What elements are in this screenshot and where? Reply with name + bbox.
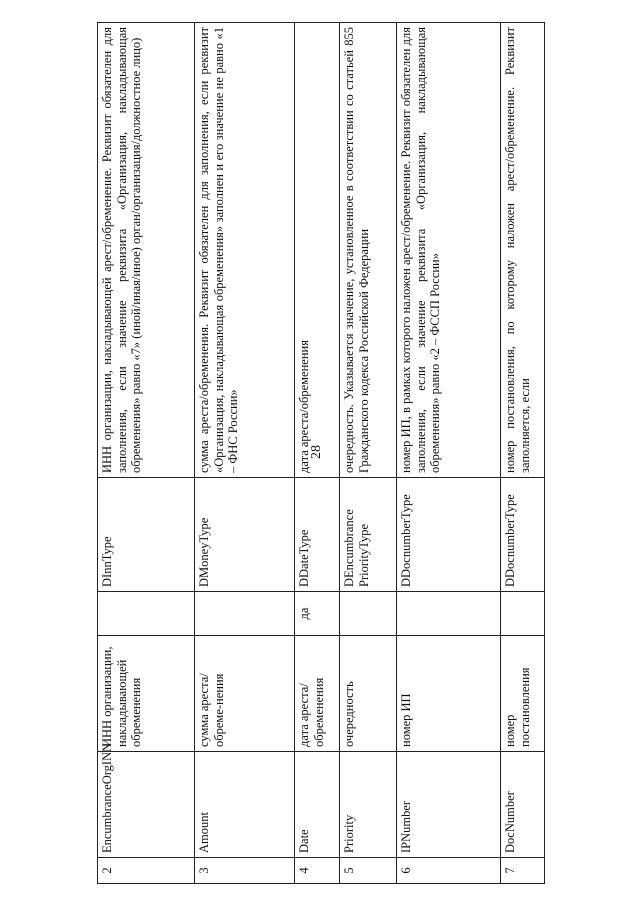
field-name: очередность <box>339 635 396 751</box>
requisites-table <box>97 22 545 884</box>
required-flag <box>396 591 500 635</box>
table-row <box>339 22 396 883</box>
table-row <box>500 22 544 883</box>
field-code: Priority <box>339 751 396 857</box>
page-number: 28 <box>309 445 324 459</box>
field-type: DDocnumberType <box>396 477 500 591</box>
row-number: 7 <box>500 857 544 883</box>
field-description: сумма ареста/обременения. Реквизит обязателен для заполнения, если реквизит «Организация, накладывающая обременения» заполнен и его значение не равно «1 – ФНС России» <box>194 22 294 477</box>
field-description: дата ареста/обременения <box>294 22 339 477</box>
required-flag <box>500 591 544 635</box>
row-number: 4 <box>294 857 339 883</box>
table-row <box>294 22 339 883</box>
row-number: 6 <box>396 857 500 883</box>
field-code: Amount <box>194 751 294 857</box>
field-name: дата ареста/ обременения <box>294 635 339 751</box>
field-code: IPNumber <box>396 751 500 857</box>
field-name: сумма ареста/обреме-нения <box>194 635 294 751</box>
row-number: 2 <box>97 857 194 883</box>
field-type: DInnType <box>97 477 194 591</box>
required-flag <box>97 591 194 635</box>
field-code: DocNumber <box>500 751 544 857</box>
field-type: DDocnumberType <box>500 477 544 591</box>
field-description: номер постановления, по которому наложен арест/обременение. Реквизит заполняется, если <box>500 22 544 477</box>
field-type: DDateType <box>294 477 339 591</box>
field-name: ИНН организации, накладывающей обременения <box>97 635 194 751</box>
row-number: 3 <box>194 857 294 883</box>
row-number: 5 <box>339 857 396 883</box>
field-name: номер ИП <box>396 635 500 751</box>
field-type: DEncumbrance PriorityType <box>339 477 396 591</box>
field-code: EncumbranceOrgINN <box>97 751 194 857</box>
rotated-table-wrapper <box>97 23 544 884</box>
required-flag: да <box>294 591 339 635</box>
field-description: номер ИП, в рамках которого наложен арест/обременение. Реквизит обязателен для заполнения, если значение реквизита «Организация, накладывающая обременения» равно «2 – ФССП России» <box>396 22 500 477</box>
required-flag <box>339 591 396 635</box>
required-flag <box>194 591 294 635</box>
field-type: DMoneyType <box>194 477 294 591</box>
table-row <box>396 22 500 883</box>
field-name: номер постановления <box>500 635 544 751</box>
table-row <box>194 22 294 883</box>
field-description: очередность. Указывается значение, установленное в соответствии со статьей 855 Гражданского кодекса Российской Федерации <box>339 22 396 477</box>
field-code: Date <box>294 751 339 857</box>
table-row <box>97 22 194 883</box>
field-description: ИНН организации, накладывающей арест/обременение. Реквизит обязателен для заполнения, если значение реквизита «Организация, накладывающая обременения» равно «7» (иной/иная/иное) орган/организация/должностное лицо) <box>97 22 194 477</box>
